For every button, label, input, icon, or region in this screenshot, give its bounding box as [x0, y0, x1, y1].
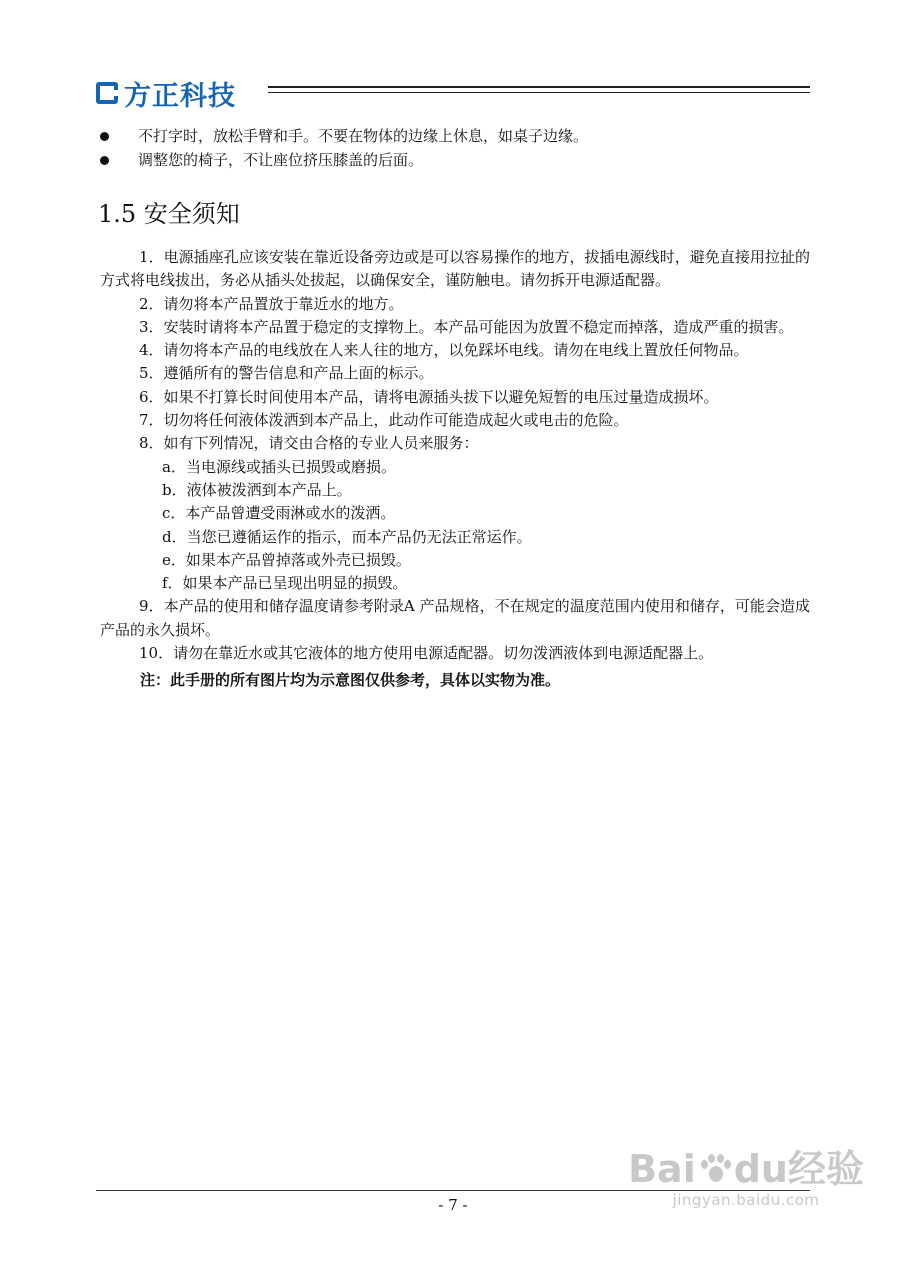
watermark-brand-left: Bai [628, 1147, 696, 1191]
paragraph: 6．如果不打算长时间使用本产品，请将电源插头拔下以避免短暂的电压过量造成损坏。 [139, 387, 719, 406]
paragraph: 4．请勿将本产品的电线放在人来人往的地方，以免踩坏电线。请勿在电线上置放任何物品。 [139, 341, 749, 360]
watermark-url: jingyan.baidu.com [672, 1191, 820, 1209]
page-number: - 7 - [438, 1196, 468, 1214]
paragraph: 3．安装时请将本产品置于稳定的支撑物上。本产品可能因为放置不稳定而掉落，造成严重的损害。 [139, 317, 794, 336]
header-rule [268, 86, 810, 93]
list-item [96, 124, 816, 148]
paragraph: 9．本产品的使用和储存温度请参考附录A 产品规格，不在规定的温度范围内使用和储存，可能会造成产品的永久损坏。 [100, 597, 810, 639]
safety-notes [100, 246, 810, 693]
sub-item: f．如果本产品已呈现出明显的损毁。 [162, 574, 408, 593]
paragraph: 5．遵循所有的警告信息和产品上面的标示。 [139, 364, 434, 383]
paragraph: 10．请勿在靠近水或其它液体的地方使用电源适配器。切勿泼洒液体到电源适配器上。 [139, 644, 714, 663]
paw-icon [698, 1152, 732, 1186]
logo-icon [96, 82, 118, 104]
paragraph: 2．请勿将本产品置放于靠近水的地方。 [139, 294, 404, 313]
watermark-brand [628, 1148, 864, 1190]
sub-item: e．如果本产品曾掉落或外壳已损毁。 [162, 550, 411, 569]
note: 注：此手册的所有图片均为示意图仅供参考，具体以实物为准。 [140, 671, 561, 690]
paragraph: 1．电源插座孔应该安装在靠近设备旁边或是可以容易操作的地方，拔插电源线时，避免直接用拉扯的方式将电线拔出，务必从插头处拔起，以确保安全，谨防触电。请勿拆开电源适配器。 [100, 248, 810, 290]
watermark [628, 1148, 864, 1210]
paragraph: 7．切勿将任何液体泼洒到本产品上，此动作可能造成起火或电击的危险。 [139, 411, 629, 430]
bullet-icon [100, 132, 109, 141]
bullet-list [96, 124, 816, 172]
sub-item: b．液体被泼洒到本产品上。 [162, 480, 352, 499]
list-item [96, 148, 816, 172]
section-title: 1.5 安全须知 [98, 200, 240, 228]
brand-name: 方正科技 [124, 80, 236, 112]
bullet-text: 不打字时，放松手臂和手。不要在物体的边缘上休息，如桌子边缘。 [138, 127, 589, 145]
sub-item: d．当您已遵循运作的指示，而本产品仍无法正常运作。 [162, 527, 532, 546]
watermark-brand-right: du经验 [733, 1147, 864, 1191]
bullet-text: 调整您的椅子，不让座位挤压膝盖的后面。 [138, 151, 424, 169]
bullet-icon [100, 156, 109, 165]
paragraph: 8．如有下列情况，请交由合格的专业人员来服务： [139, 434, 479, 453]
brand-logo [96, 76, 236, 110]
sub-item: a．当电源线或插头已损毁或磨损。 [162, 457, 396, 476]
sub-item: c．本产品曾遭受雨淋或水的泼洒。 [162, 504, 396, 523]
